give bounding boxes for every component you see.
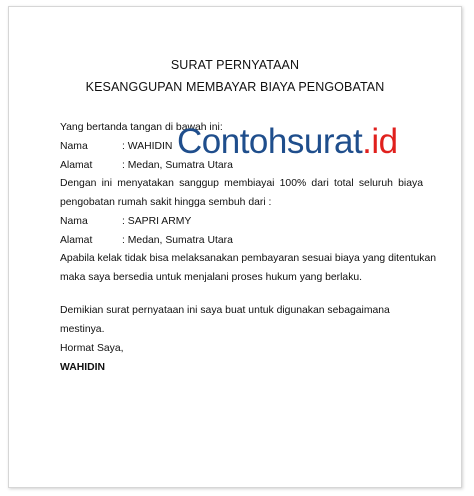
salutation: Hormat Saya, [60, 343, 124, 354]
watermark-main-text: Contohsurat [177, 122, 363, 161]
signer-address-row [60, 160, 233, 171]
patient-address-row [60, 235, 233, 246]
watermark-suffix-text: .id [362, 122, 398, 161]
statement-line-1: Dengan ini menyatakan sanggup membiayai 100% dari total seluruh biaya [60, 178, 423, 189]
signer-address-value: : Medan, Sumatra Utara [122, 160, 233, 171]
signer-name-row [60, 141, 172, 152]
signature-name: WAHIDIN [60, 362, 106, 373]
signer-address-label: Alamat [60, 160, 93, 171]
signer-name-label: Nama [60, 141, 88, 152]
document-title: SURAT PERNYATAAN [170, 58, 300, 72]
watermark-logo [177, 124, 398, 159]
patient-name-row [60, 216, 191, 227]
signer-name-value: : WAHIDIN [122, 141, 173, 152]
patient-address-label: Alamat [60, 235, 93, 246]
closing-line-2: mestinya. [60, 324, 105, 335]
document-subtitle: KESANGGUPAN MEMBAYAR BIAYA PENGOBATAN [85, 80, 385, 94]
closing-line-1: Demikian surat pernyataan ini saya buat untuk digunakan sebagaimana [60, 305, 390, 316]
condition-line-1: Apabila kelak tidak bisa melaksanakan pembayaran sesuai biaya yang ditentukan [60, 253, 437, 264]
patient-name-label: Nama [60, 216, 88, 227]
condition-line-2: maka saya bersedia untuk menjalani proses hukum yang berlaku. [60, 272, 363, 283]
patient-name-value: : SAPRI ARMY [122, 216, 192, 227]
patient-address-value: : Medan, Sumatra Utara [122, 235, 233, 246]
document-page [8, 6, 462, 488]
intro-text: Yang bertanda tangan di bawah ini: [60, 122, 223, 133]
statement-line-2: pengobatan rumah sakit hingga sembuh dari : [60, 197, 272, 208]
